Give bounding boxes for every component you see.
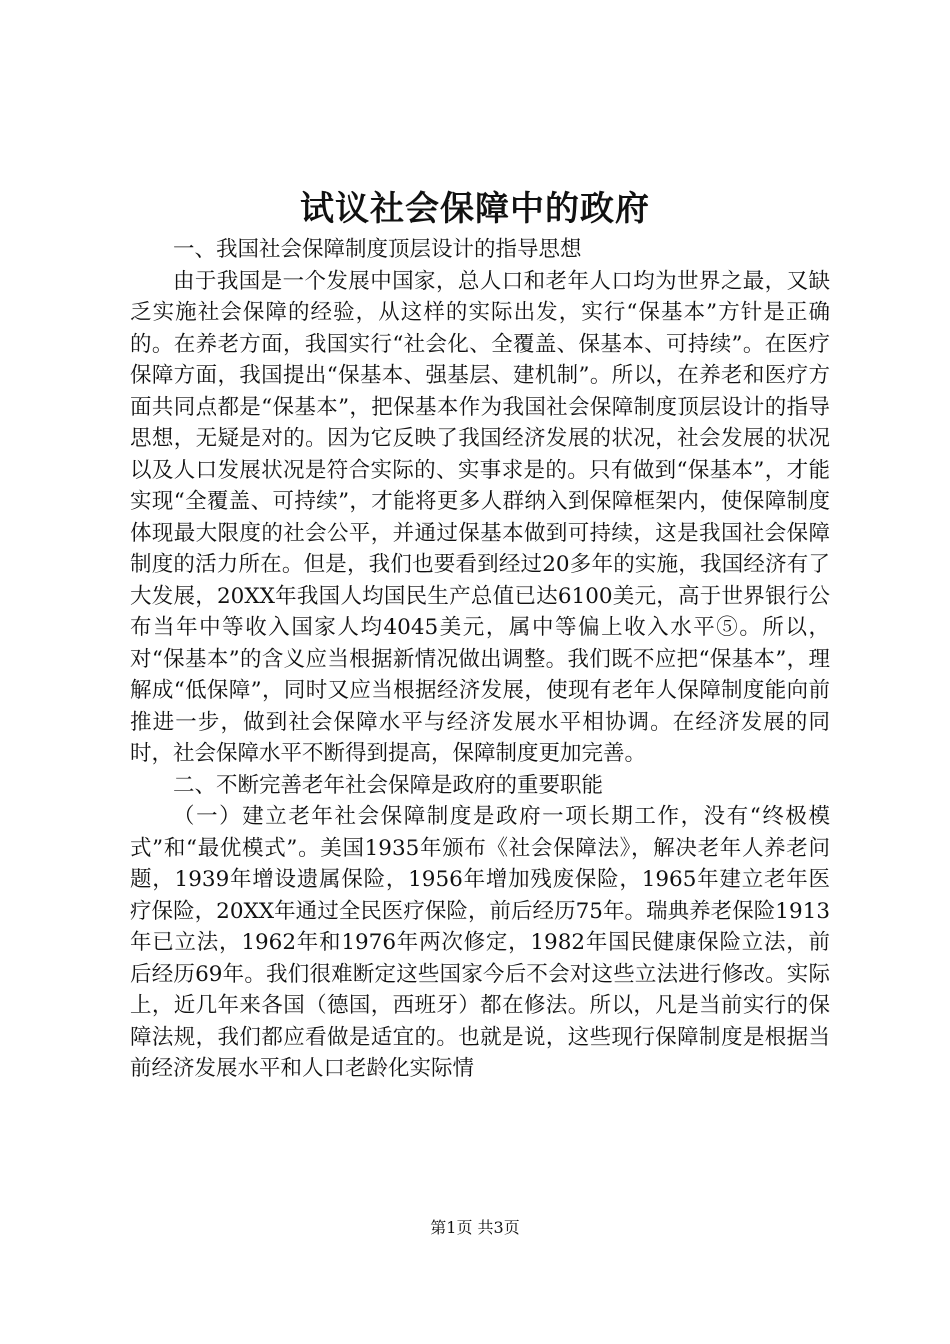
document-body <box>130 234 830 1085</box>
body-paragraph: （一）建立老年社会保障制度是政府一项长期工作，没有“终极模式”和“最优模式”。美国1935年颁布《社会保障法》，解决老年人养老问题，1939年增设遗属保险，1956年增加残废保险，1965年建立老年医疗保险，20XX年通过全民医疗保险，前后经历75年。瑞典养老保险1913年已立法，1962年和1976年两次修定，1982年国民健康保险立法，前后经历69年。我们很难断定这些国家今后不会对这些立法进行修改。实际上，近几年来各国（德国，西班牙）都在修法。所以，凡是当前实行的保障法规，我们都应看做是适宜的。也就是说，这些现行保障制度是根据当前经济发展水平和人口老龄化实际情 <box>130 804 830 1081</box>
section-heading: 一、我国社会保障制度顶层设计的指导思想 <box>173 237 582 262</box>
document-title: 试议社会保障中的政府 <box>300 189 650 229</box>
body-paragraph: 由于我国是一个发展中国家，总人口和老年人口均为世界之最，又缺乏实施社会保障的经验，从这样的实际出发，实行“保基本”方针是正确的。在养老方面，我国实行“社会化、全覆盖、保基本、可持续”。在医疗保障方面，我国提出“保基本、强基层、建机制”。所以，在养老和医疗方面共同点都是“保基本”，把保基本作为我国社会保障制度顶层设计的指导思想，无疑是对的。因为它反映了我国经济发展的状况，社会发展的状况以及人口发展状况是符合实际的、实事求是的。只有做到“保基本”，才能实现“全覆盖、可持续”，才能将更多人群纳入到保障框架内，使保障制度体现最大限度的社会公平，并通过保基本做到可持续，这是我国社会保障制度的活力所在。但是，我们也要看到经过20多年的实施，我国经济有了大发展，20XX年我国人均国民生产总值已达6100美元，高于世界银行公布当年中等收入国家人均4045美元，属中等偏上收入水平⑤。所以，对“保基本”的含义应当根据新情况做出调整。我们既不应把“保基本”，理解成“低保障”，同时又应当根据经济发展，使现有老年人保障制度能向前推进一步，做到社会保障水平与经济发展水平相协调。在经济发展的同时，社会保障水平不断得到提高，保障制度更加完善。 <box>130 268 830 766</box>
section-heading: 二、不断完善老年社会保障是政府的重要职能 <box>173 772 604 798</box>
page-number-footer: 第1页 共3页 <box>430 1218 520 1237</box>
